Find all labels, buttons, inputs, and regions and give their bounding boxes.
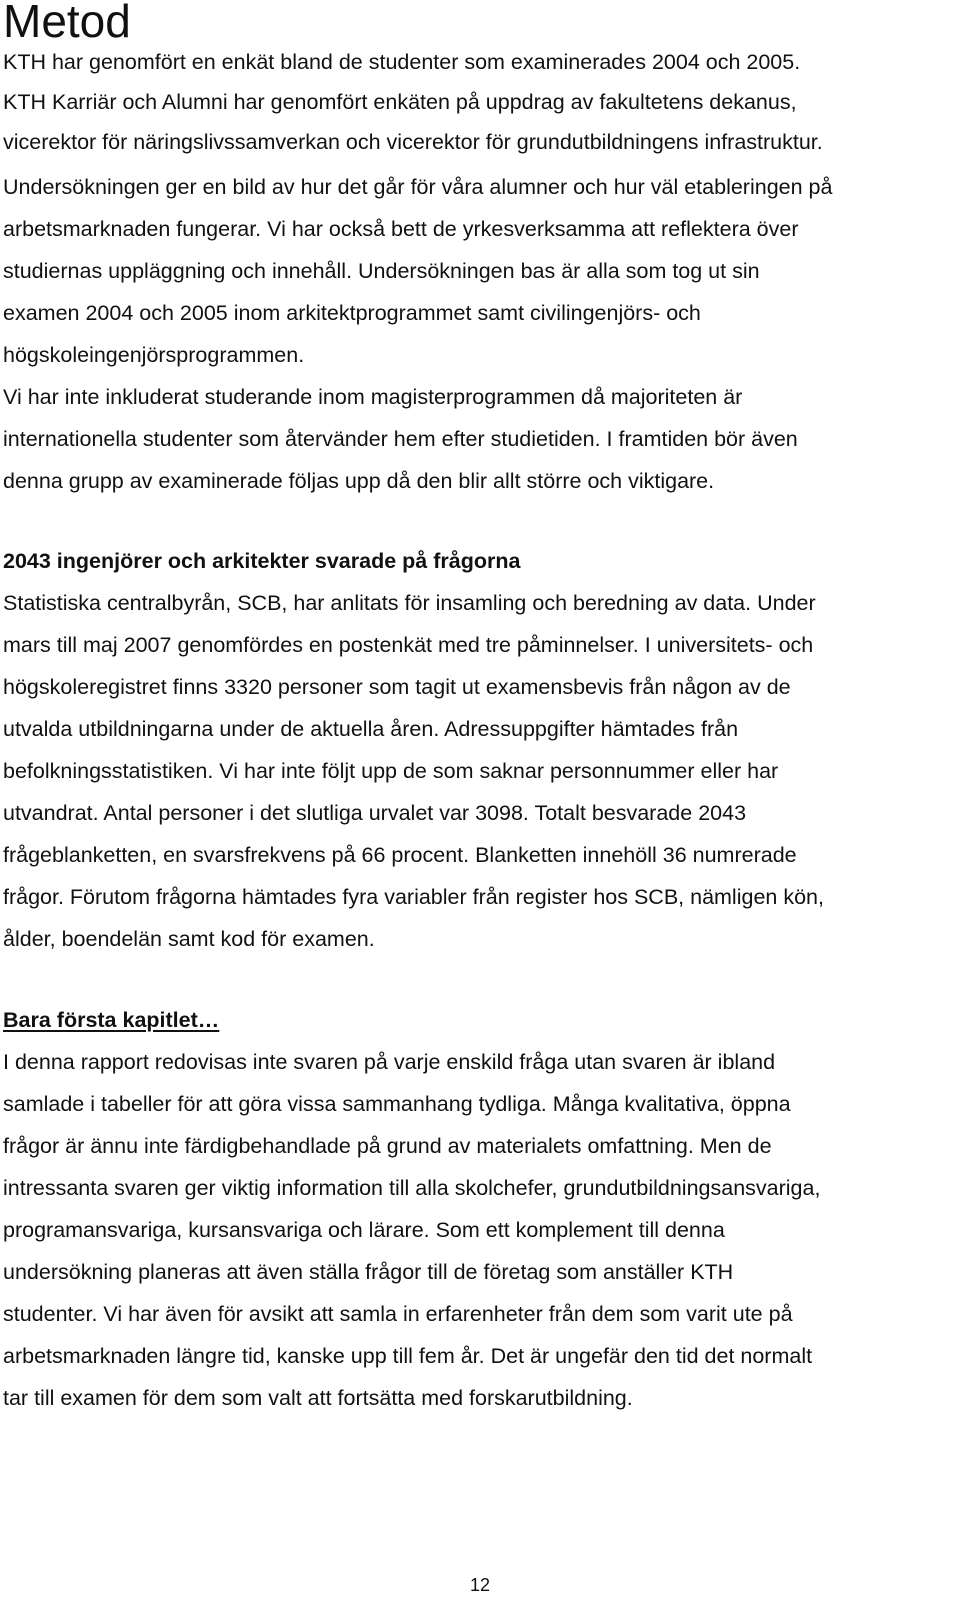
text-line: befolkningsstatistiken. Vi har inte följt upp de som saknar personnummer eller har xyxy=(3,759,779,783)
text-line: frågor. Förutom frågorna hämtades fyra variabler från register hos SCB, nämligen kön, xyxy=(3,885,824,909)
text-line: högskoleregistret finns 3320 personer som tagit ut examensbevis från någon av de xyxy=(3,675,791,699)
text-line: I denna rapport redovisas inte svaren på varje enskild fråga utan svaren är ibland xyxy=(3,1050,776,1074)
page-title: Metod xyxy=(3,0,131,47)
text-line: Undersökningen ger en bild av hur det går för våra alumner och hur väl etableringen på xyxy=(3,175,833,199)
text-line: arbetsmarknaden fungerar. Vi har också bett de yrkesverksamma att reflektera över xyxy=(3,217,799,241)
text-line: studiernas uppläggning och innehåll. Undersökningen bas är alla som tog ut sin xyxy=(3,259,760,283)
text-line: Statistiska centralbyrån, SCB, har anlitats för insamling och beredning av data. Under xyxy=(3,591,816,615)
text-line: ålder, boendelän samt kod för examen. xyxy=(3,927,375,951)
text-line: undersökning planeras att även ställa frågor till de företag som anställer KTH xyxy=(3,1260,734,1284)
text-line: samlade i tabeller för att göra vissa sammanhang tydliga. Många kvalitativa, öppna xyxy=(3,1092,791,1116)
text-line: högskoleingenjörsprogrammen. xyxy=(3,343,305,367)
text-line: utvandrat. Antal personer i det slutliga urvalet var 3098. Totalt besvarade 2043 xyxy=(3,801,747,825)
text-line: utvalda utbildningarna under de aktuella åren. Adressuppgifter hämtades från xyxy=(3,717,739,741)
text-line: KTH Karriär och Alumni har genomfört enkäten på uppdrag av fakultetens dekanus, xyxy=(3,90,797,114)
text-line: frågeblanketten, en svarsfrekvens på 66 procent. Blanketten innehöll 36 numrerade xyxy=(3,843,797,867)
text-line: studenter. Vi har även för avsikt att samla in erfarenheter från dem som varit ute på xyxy=(3,1302,793,1326)
intro-paragraph-1 xyxy=(3,42,953,162)
section-heading-first-chapter: Bara första kapitlet… xyxy=(3,1008,220,1032)
page-number: 12 xyxy=(469,1575,491,1595)
section-heading-respondents: 2043 ingenjörer och arkitekter svarade på frågorna xyxy=(3,549,521,573)
text-line: arbetsmarknaden längre tid, kanske upp till fem år. Det är ungefär den tid det normalt xyxy=(3,1344,813,1368)
text-line: mars till maj 2007 genomfördes en postenkät med tre påminnelser. I universitets- och xyxy=(3,633,814,657)
text-line: tar till examen för dem som valt att fortsätta med forskarutbildning. xyxy=(3,1386,633,1410)
section-respondents-body xyxy=(3,582,953,960)
intro-paragraph-2 xyxy=(3,166,953,502)
text-line: intressanta svaren ger viktig information till alla skolchefer, grundutbildningsansvariga, xyxy=(3,1176,821,1200)
text-line: programansvariga, kursansvariga och lärare. Som ett komplement till denna xyxy=(3,1218,725,1242)
text-line: frågor är ännu inte färdigbehandlade på grund av materialets omfattning. Men de xyxy=(3,1134,772,1158)
section-first-chapter-body xyxy=(3,1041,953,1419)
text-line: vicerektor för näringslivssamverkan och vicerektor för grundutbildningens infrastruktur. xyxy=(3,130,823,154)
text-line: denna grupp av examinerade följas upp då den blir allt större och viktigare. xyxy=(3,469,715,493)
text-line: Vi har inte inkluderat studerande inom magisterprogrammen då majoriteten är xyxy=(3,385,743,409)
text-line: examen 2004 och 2005 inom arkitektprogrammet samt civilingenjörs- och xyxy=(3,301,701,325)
text-line: KTH har genomfört en enkät bland de studenter som examinerades 2004 och 2005. xyxy=(3,50,801,74)
text-line: internationella studenter som återvänder hem efter studietiden. I framtiden bör även xyxy=(3,427,798,451)
